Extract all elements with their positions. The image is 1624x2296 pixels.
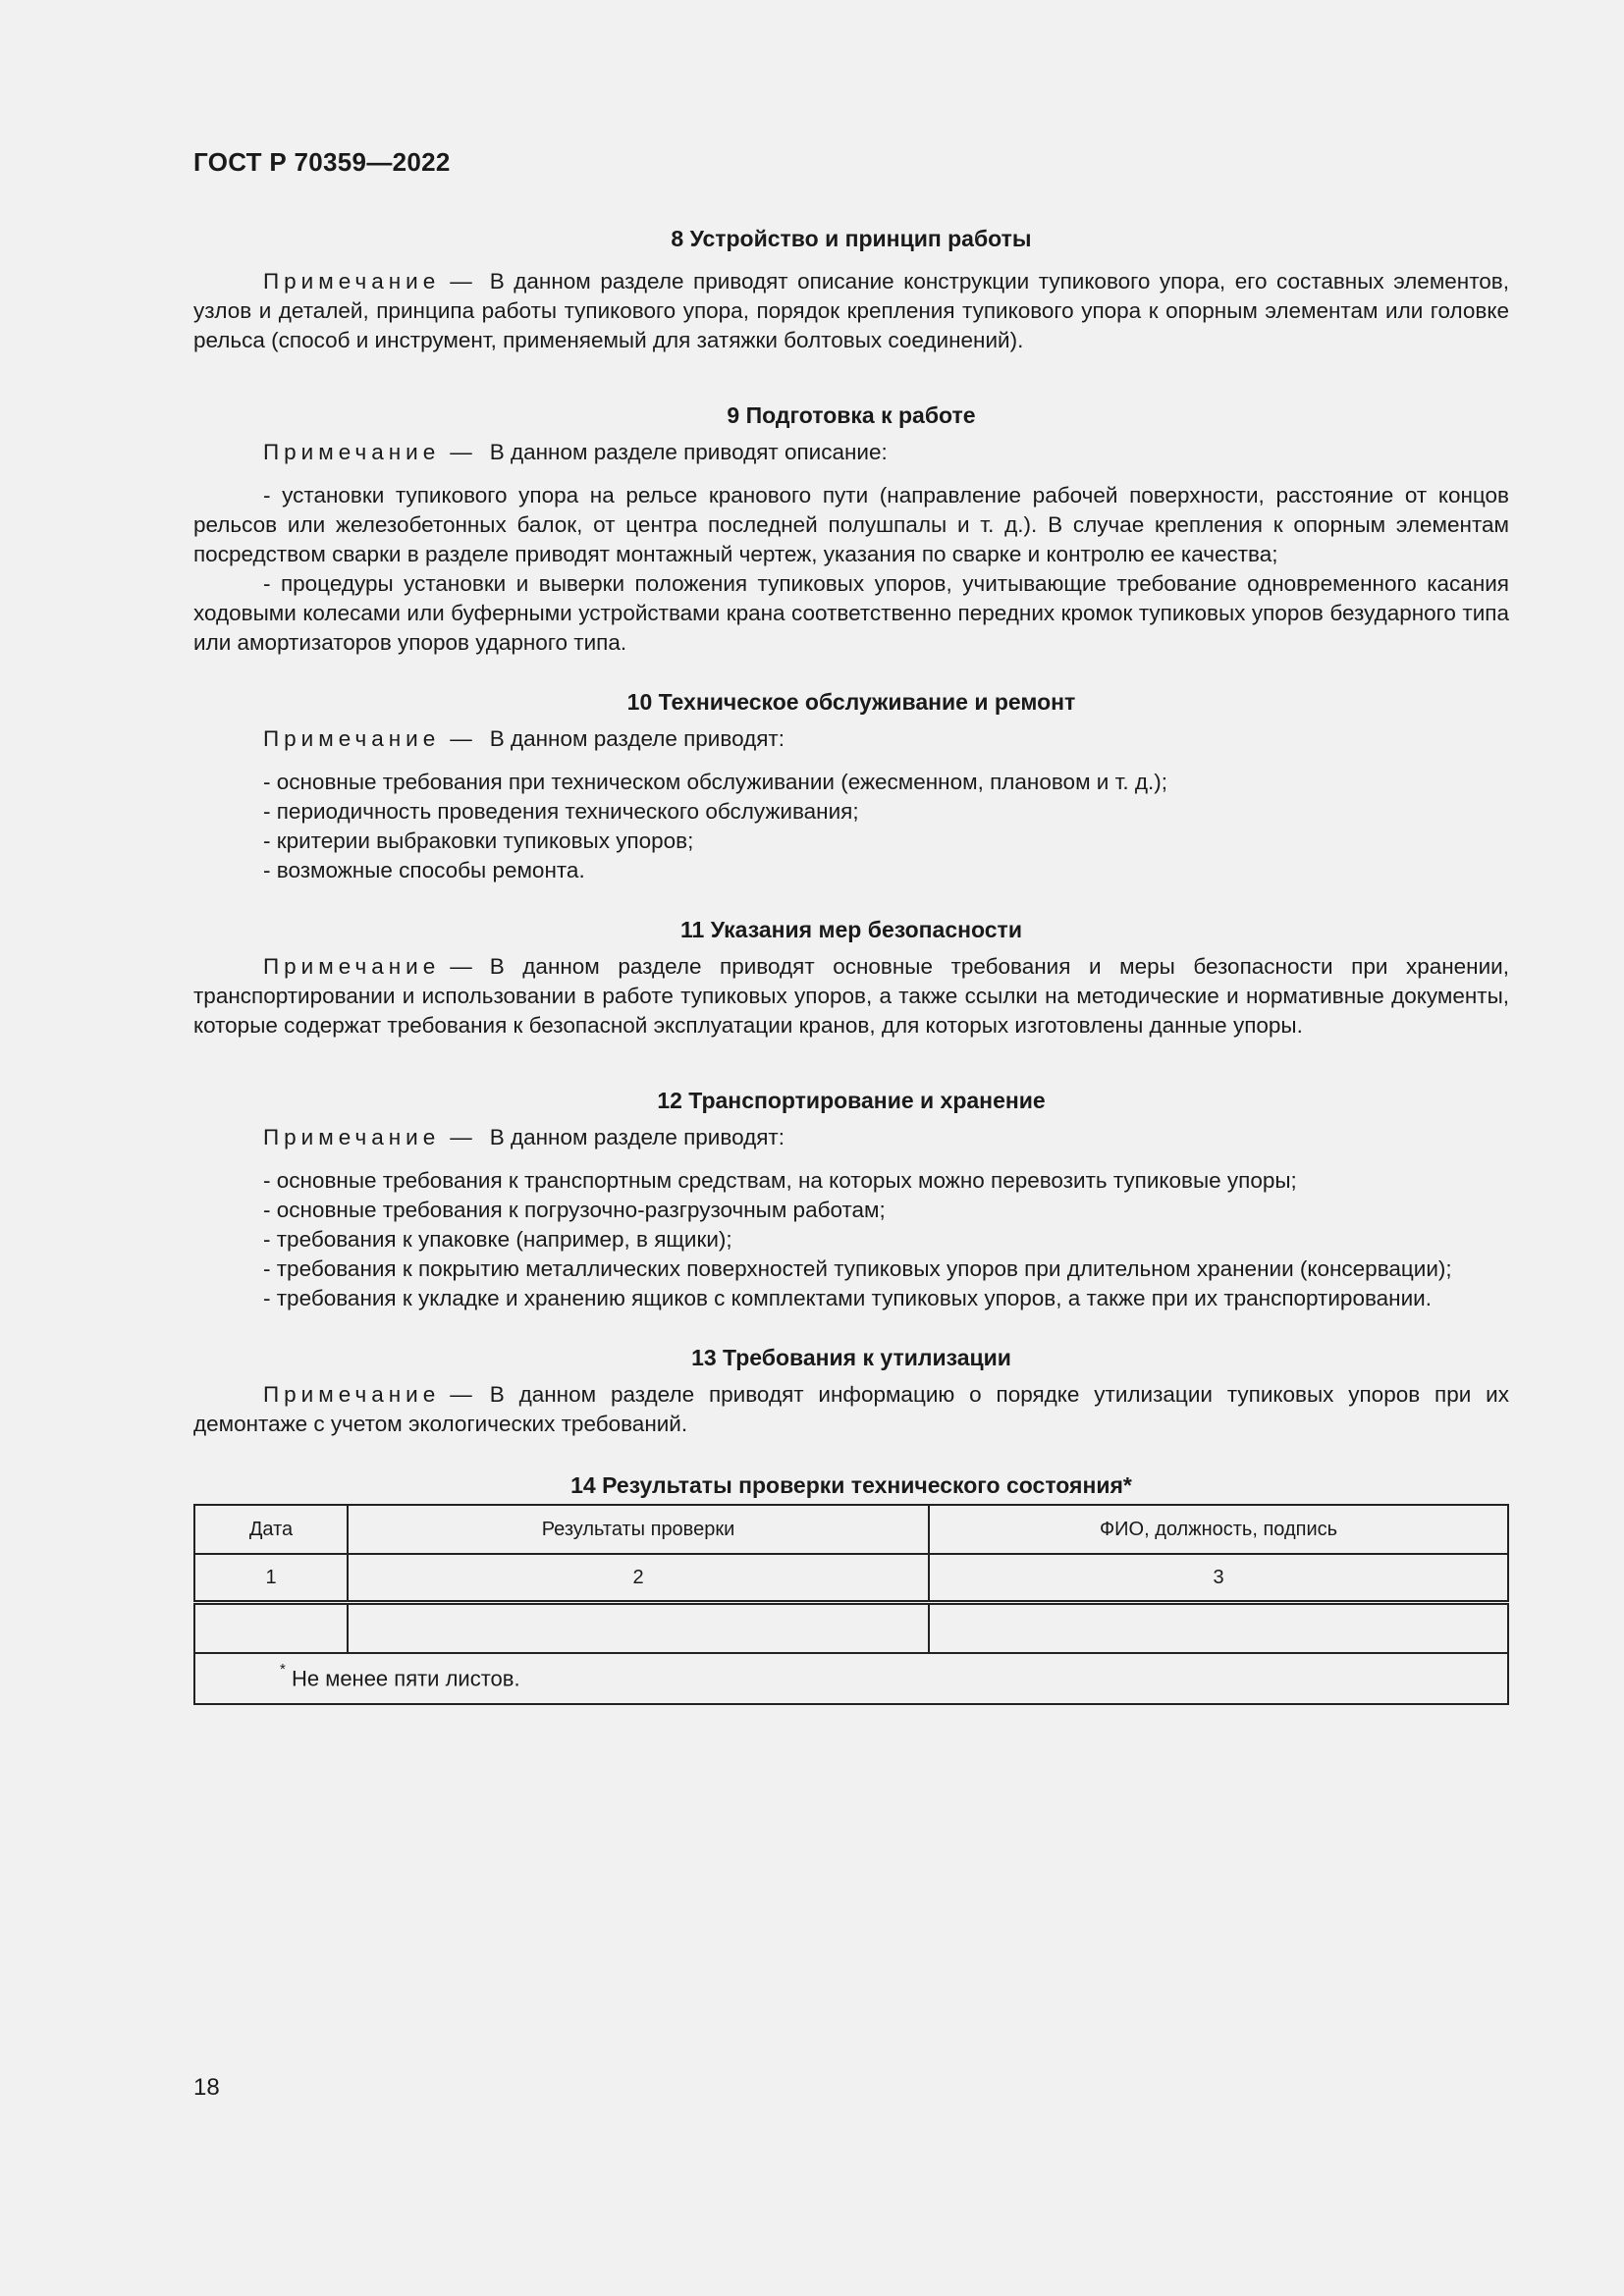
table-cell-date [194,1603,348,1654]
section-9-note [193,438,1509,467]
note-label: Примечание [263,1125,441,1149]
list-item: - требования к укладке и хранению ящиков с комплектами тупиковых упоров, а также при их транспортировании. [263,1286,1432,1310]
section-12-note [193,1123,1509,1152]
table-cell-results [348,1603,929,1654]
note-text: В данном разделе приводят основные требования и меры безопасности при хранении, транспортировании и использовании в работе тупиковых упоров, а также ссылки на методические и нормативные документы, которые содержат требования к безопасной эксплуатации кранов, для которых изготовлены данные упоры. [193,954,1509,1038]
section-8-note [193,267,1509,355]
note-label: Примечание [263,1382,441,1407]
list-item: - периодичность проведения технического обслуживания; [263,799,859,824]
note-dash: — [450,1125,472,1149]
document-code: ГОСТ Р 70359—2022 [193,147,451,177]
column-number: 2 [348,1554,929,1603]
note-label: Примечание [263,440,441,464]
column-header-results: Результаты проверки [348,1505,929,1554]
section-12-title: 12 Транспортирование и хранение [657,1088,1046,1113]
note-label: Примечание [263,726,441,751]
table-row [194,1603,1508,1654]
page-number: 18 [193,2074,220,2101]
note-dash: — [450,726,472,751]
section-11-note [193,952,1509,1041]
section-14-title: 14 Результаты проверки технического состояния* [570,1472,1132,1498]
column-number: 1 [194,1554,348,1603]
inspection-results-table [193,1504,1509,1705]
note-text: В данном разделе приводят информацию о порядке утилизации тупиковых упоров при их демонтаже с учетом экологических требований. [193,1382,1509,1436]
section-8-title: 8 Устройство и принцип работы [671,226,1032,251]
table-header-row [194,1505,1508,1554]
note-dash: — [450,269,472,294]
list-item: - установки тупикового упора на рельсе кранового пути (направление рабочей поверхности, расстояние от концов рельсов или железобетонных балок, от центра последней полушпалы и т. д.). В случае крепления к опорным элементам посредством сварки в разделе приводят монтажный чертеж, указания по сварке и контролю ее качества; [193,483,1509,566]
table-footnote-row [194,1653,1508,1704]
column-number: 3 [929,1554,1508,1603]
list-item: - основные требования к транспортным средствам, на которых можно перевозить тупиковые упоры; [263,1168,1297,1193]
note-dash: — [450,440,472,464]
section-11-title: 11 Указания мер безопасности [680,917,1022,942]
table-footnote [194,1653,1508,1704]
list-item: - возможные способы ремонта. [263,858,585,882]
list-item: - процедуры установки и выверки положения тупиковых упоров, учитывающие требование одновременного касания ходовыми колесами или буферными устройствами крана соответственно передних кромок тупиковых упоров безударного типа или амортизаторов упоров ударного типа. [193,571,1509,655]
note-label: Примечание [263,954,441,979]
column-header-signature: ФИО, должность, подпись [929,1505,1508,1554]
section-13-title: 13 Требования к утилизации [691,1345,1011,1370]
note-text: В данном разделе приводят описание конструкции тупикового упора, его составных элементов, узлов и деталей, принципа работы тупикового упора, порядок крепления тупикового упора к опорным элементам или головке рельса (способ и инструмент, применяемый для затяжки болтовых соединений). [193,269,1509,352]
column-header-date: Дата [194,1505,348,1554]
note-text: В данном разделе приводят: [489,726,785,751]
note-label: Примечание [263,269,441,294]
list-item: - основные требования при техническом обслуживании (ежесменном, плановом и т. д.); [263,770,1168,794]
note-text: В данном разделе приводят: [489,1125,785,1149]
section-9-title: 9 Подготовка к работе [727,402,976,428]
section-10-title: 10 Техническое обслуживание и ремонт [626,689,1076,715]
note-dash: — [450,1382,472,1407]
document-body [193,224,1509,1705]
list-item: - основные требования к погрузочно-разгрузочным работам; [263,1198,886,1222]
section-13-note [193,1380,1509,1439]
list-item: - критерии выбраковки тупиковых упоров; [263,828,694,853]
table-number-row [194,1554,1508,1603]
list-item: - требования к упаковке (например, в ящики); [263,1227,732,1252]
section-10-note [193,724,1509,754]
table-cell-signature [929,1603,1508,1654]
note-text: В данном разделе приводят описание: [489,440,888,464]
list-item: - требования к покрытию металлических поверхностей тупиковых упоров при длительном хранении (консервации); [263,1256,1452,1281]
note-dash: — [450,954,472,979]
footnote-text: Не менее пяти листов. [285,1666,520,1691]
footnote-mark: * [280,1661,286,1679]
